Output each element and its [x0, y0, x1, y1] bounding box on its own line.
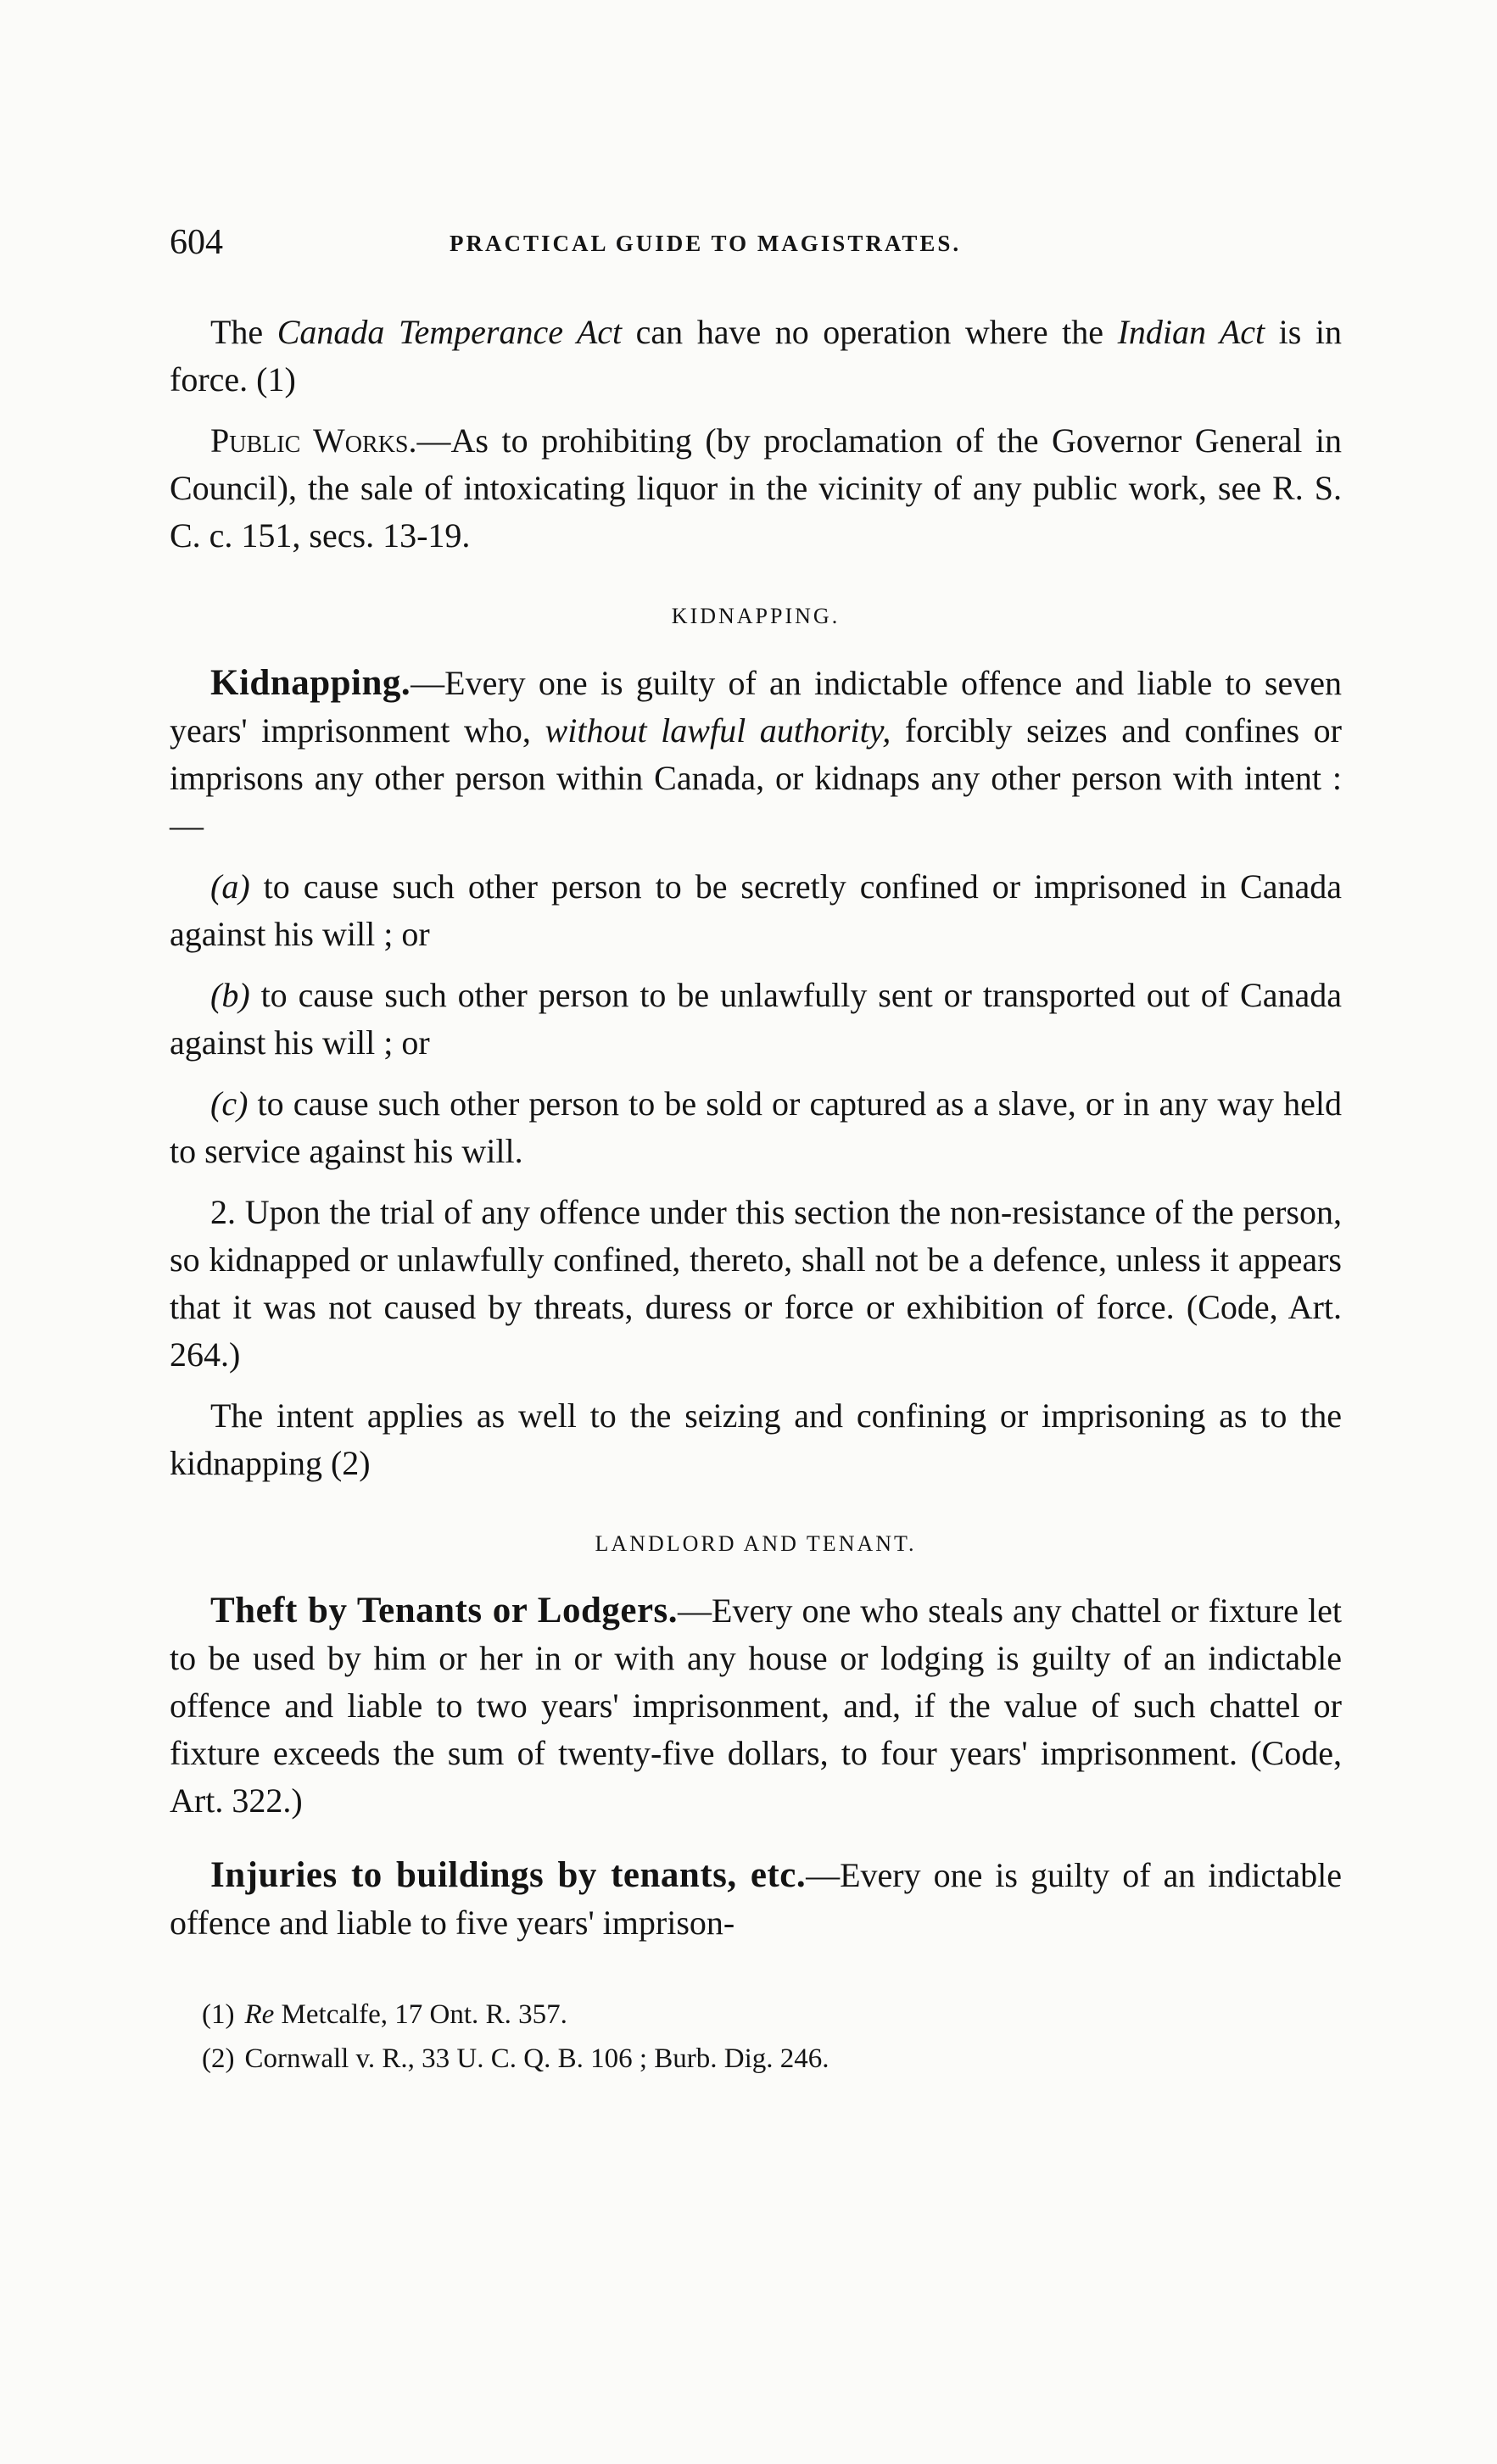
- injuries-side-heading: Injuries to buildings by tenants, etc.: [210, 1855, 807, 1895]
- public-works-paragraph: Public Works.—As to prohibiting (by proclamation of the Governor General in Council), the sale of intoxicating liquor in the vicinity of any public work, see R. S. C. c. 151, secs. 13-19.: [170, 421, 1342, 555]
- temperance-paragraph: The Canada Temperance Act can have no operation where the Indian Act is in force. (1): [170, 313, 1343, 399]
- running-header: [170, 222, 1342, 273]
- footnote-1: (1) Re Metcalfe, 17 Ont. R. 357.: [202, 1999, 567, 2030]
- kidnapping-subsection-2: 2. Upon the trial of any offence under this section the non-resistance of the person, so kidnapped or unlawfully confined, thereto, shall not be a defence, unless it appears that it was not caused by threats, duress or force or exhibition of force. (Code, Art. 264.): [170, 1193, 1342, 1374]
- injuries-paragraph: Injuries to buildings by tenants, etc.—Every one is guilty of an indictable offence and liable to five years' imprison-: [170, 1855, 1342, 1942]
- footnote-2: (2) Cornwall v. R., 33 U. C. Q. B. 106 ; Burb. Dig. 246.: [202, 2043, 829, 2074]
- running-title: PRACTICAL GUIDE TO MAGISTRATES.: [450, 231, 962, 256]
- kidnapping-intent-note: The intent applies as well to the seizing and confining or imprisoning as to the kidnapping (2): [170, 1396, 1342, 1482]
- kidnapping-section-heading: KIDNAPPING.: [671, 604, 841, 628]
- public-works-lead: Public Works.: [210, 421, 417, 460]
- page-number: 604: [170, 223, 223, 262]
- theft-by-tenants-paragraph: Theft by Tenants or Lodgers.—Every one who steals any chattel or fixture let to be used by him or her in or with any house or lodging is guilty of an indictable offence and liable to two years' imprisonment, and, if the value of such chattel or fixture exceeds the sum of twenty-five dollars, to four years' imprisonment. (Code, Art. 322.): [170, 1591, 1342, 1820]
- page: [170, 222, 1342, 2081]
- kidnapping-side-heading: Kidnapping.: [210, 663, 411, 703]
- theft-side-heading: Theft by Tenants or Lodgers.: [210, 1591, 679, 1631]
- kidnapping-clause-c: (c) to cause such other person to be sold or captured as a slave, or in any way held to service against his will.: [170, 1084, 1342, 1170]
- footnotes: [170, 1993, 1342, 2081]
- kidnapping-clause-a: (a) to cause such other person to be secretly confined or imprisoned in Canada against his will ; or: [170, 867, 1342, 953]
- landlord-section-heading: LANDLORD AND TENANT.: [595, 1531, 917, 1556]
- kidnapping-paragraph: Kidnapping.—Every one is guilty of an indictable offence and liable to seven years' imprisonment who, without lawful authority, forcibly seizes and confines or imprisons any other person within Canada, or kidnaps any other person with intent :—: [170, 663, 1343, 845]
- kidnapping-clause-b: (b) to cause such other person to be unlawfully sent or transported out of Canada against his will ; or: [170, 976, 1342, 1062]
